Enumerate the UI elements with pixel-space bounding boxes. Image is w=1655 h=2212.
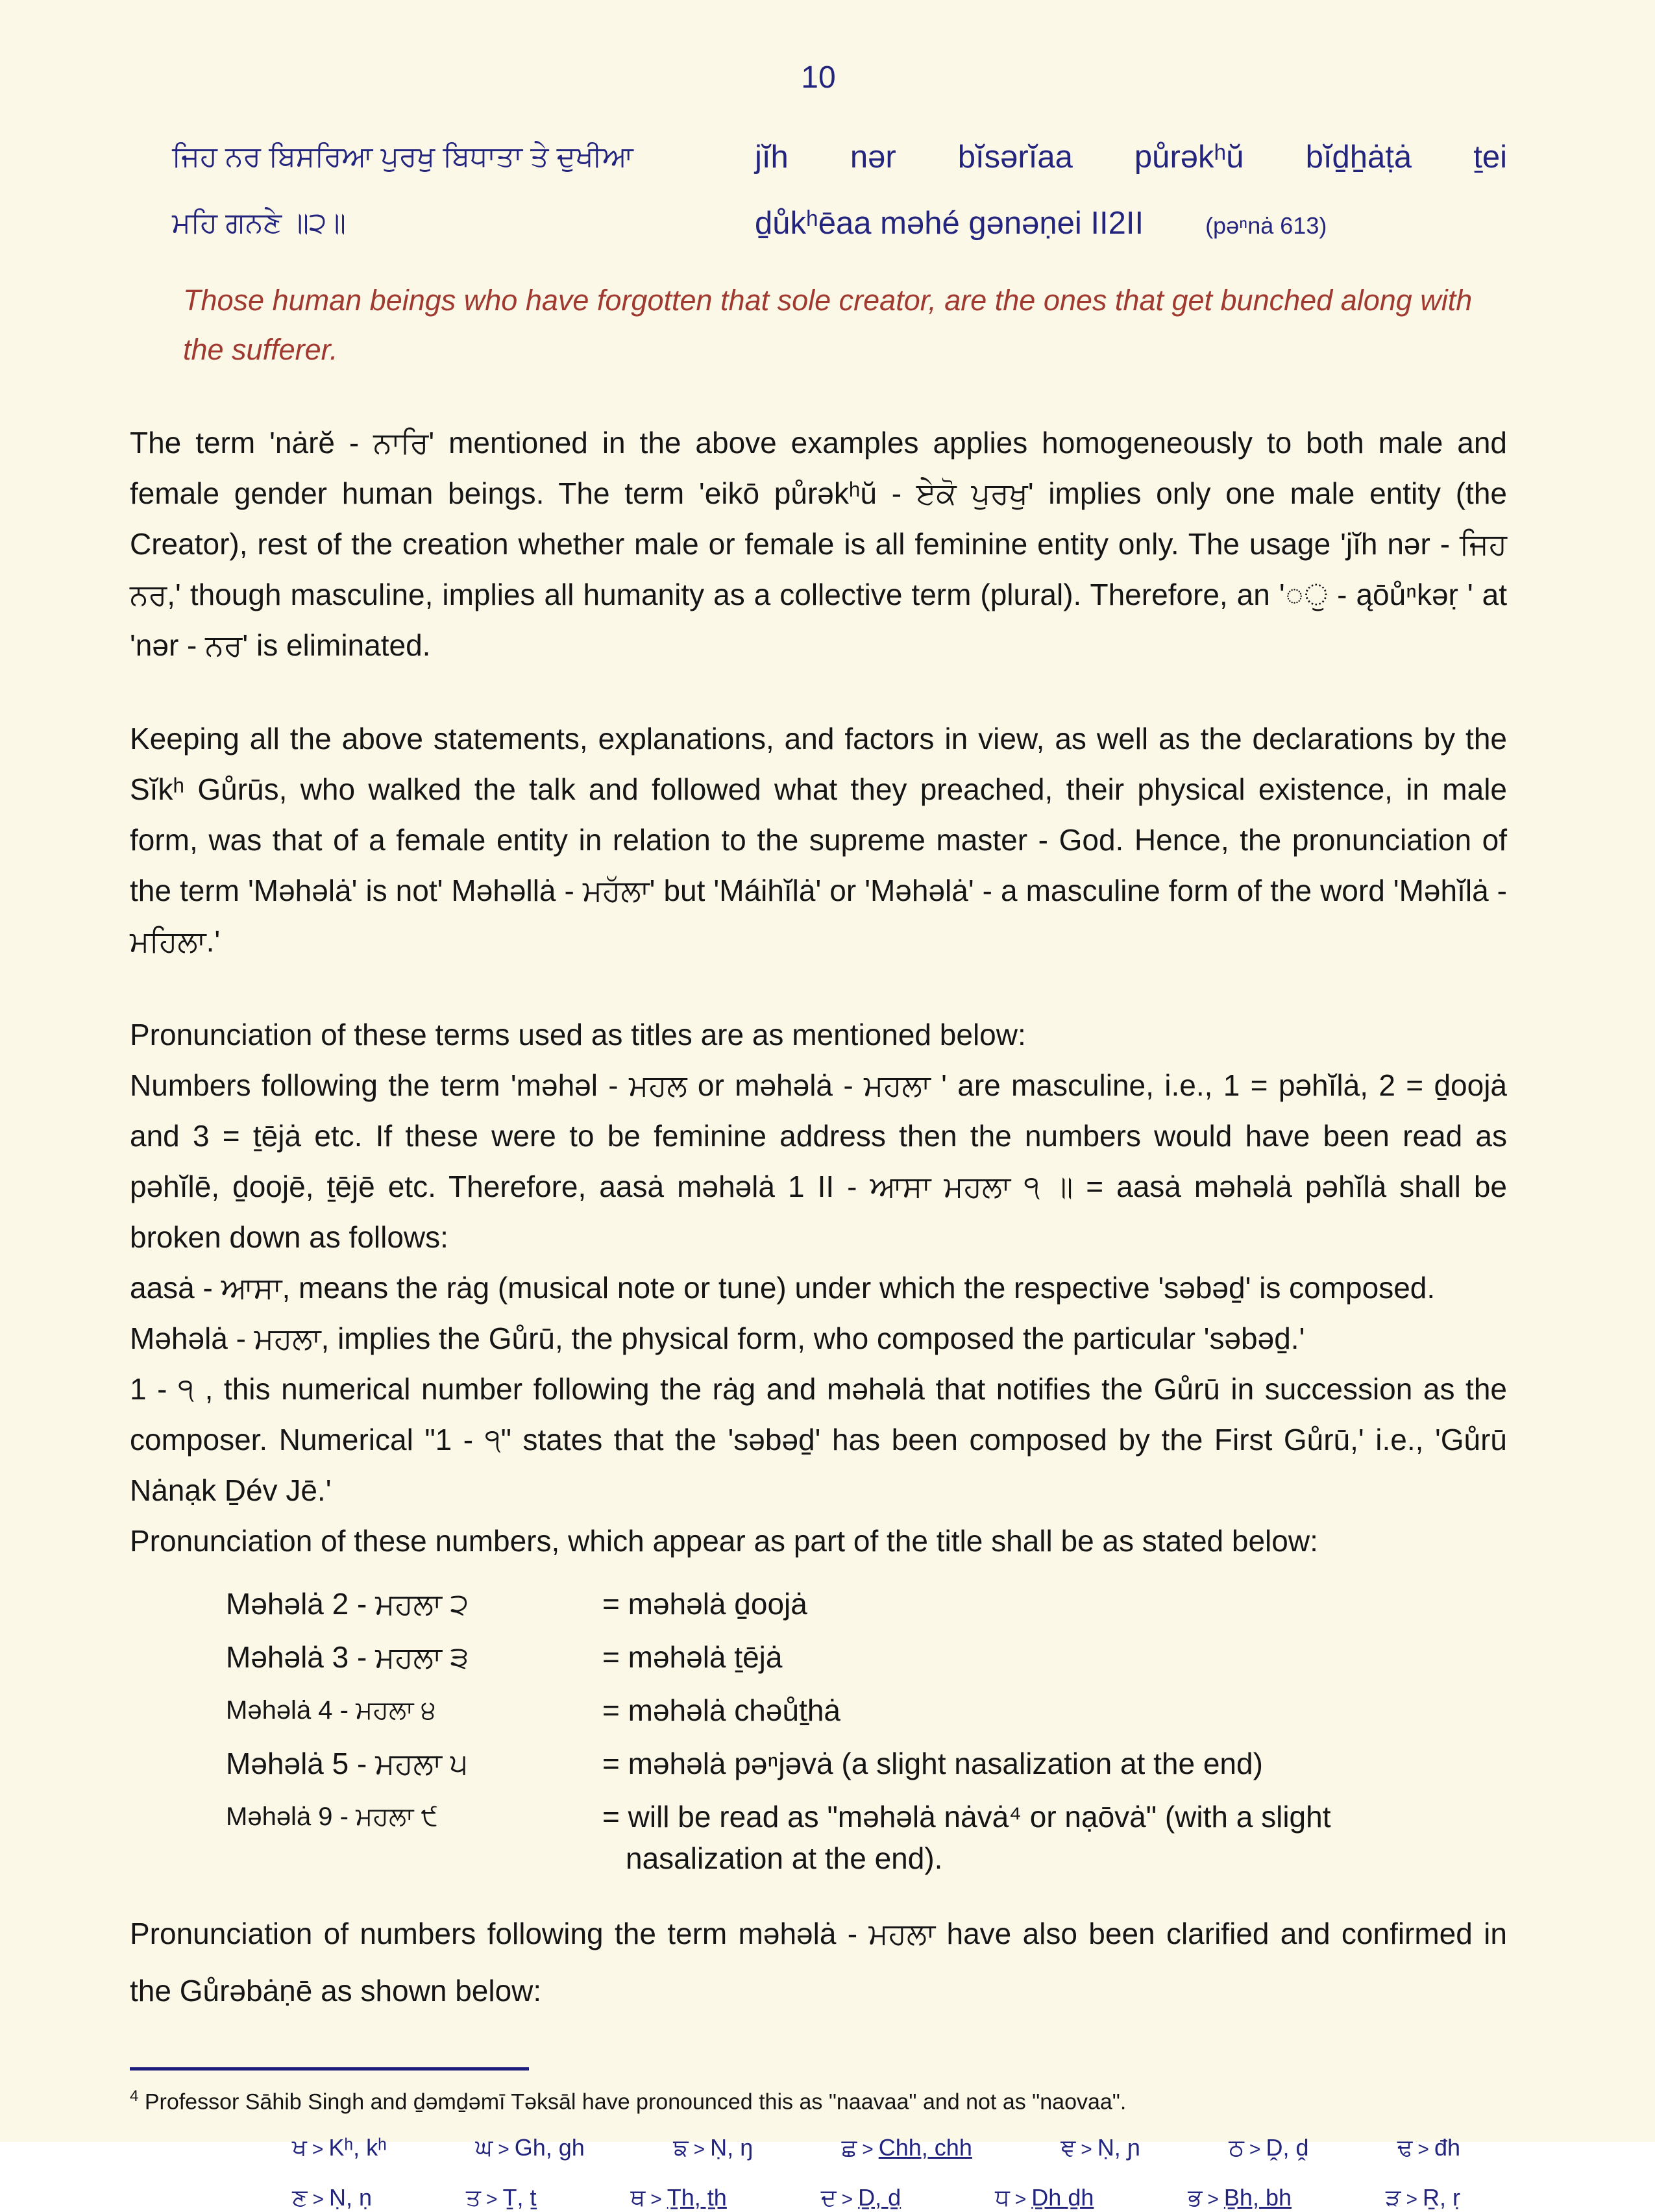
maps-to-symbol: > bbox=[1417, 2139, 1429, 2161]
letter-map-nya bbox=[1060, 2134, 1140, 2162]
letter-map-bha bbox=[1188, 2184, 1292, 2212]
list-item bbox=[130, 1636, 1507, 1678]
maps-to-symbol: > bbox=[1207, 2189, 1219, 2211]
footnote-marker: 4 bbox=[130, 2087, 139, 2105]
list-item bbox=[130, 1690, 1507, 1731]
gurmukhi-letter: ੜ bbox=[1385, 2184, 1401, 2211]
list-definition: = məhəlȧ d̠oojȧ bbox=[602, 1587, 807, 1621]
translit-line-2-wrap bbox=[755, 190, 1507, 259]
maps-to-symbol: > bbox=[693, 2139, 705, 2161]
gurmukhi-letter: ਙ bbox=[673, 2134, 689, 2161]
roman-value: Ṯ, ṯ bbox=[502, 2184, 537, 2211]
letter-row-2 bbox=[292, 2184, 1460, 2212]
roman-value: B̠h, bh bbox=[1223, 2184, 1292, 2211]
list-definition-line-2: nasalization at the end). bbox=[626, 1841, 943, 1875]
roman-value: Ṇ, ɲ bbox=[1097, 2134, 1140, 2161]
letter-map-da bbox=[821, 2184, 901, 2212]
gurmukhi-letter: ਥ bbox=[630, 2184, 646, 2211]
roman-value: Ṇ, ṇ bbox=[328, 2184, 372, 2211]
roman-value: Kʰ, kʰ bbox=[328, 2134, 387, 2161]
letter-map-rra bbox=[1386, 2184, 1460, 2212]
maps-to-symbol: > bbox=[1249, 2139, 1261, 2161]
panna-reference: (pəⁿnȧ 613) bbox=[1205, 212, 1327, 239]
pronunciation-aasa-line: aasȧ - ਆਸਾ, means the rȧg (musical note or tune) under which the respective 'səbəd̠' is composed. bbox=[130, 1271, 1436, 1305]
scripture-transliteration bbox=[737, 124, 1507, 259]
maps-to-symbol: > bbox=[312, 2139, 324, 2161]
gurmukhi-letter: ਘ bbox=[475, 2134, 493, 2161]
letter-map-ttha bbox=[1229, 2134, 1308, 2162]
pronunciation-mahala-line: Məhəlȧ - ਮਹਲਾ, implies the Gůrū, the physical form, who composed the particular 'səbəd̠.' bbox=[130, 1321, 1305, 1355]
letter-map-gha bbox=[475, 2134, 584, 2162]
translit-line-1: jĭh nər bĭsərĭaa půrəkʰŭ bĭd̠h̠ȧṭȧ ṯei bbox=[755, 140, 1507, 175]
maps-to-symbol: > bbox=[312, 2189, 324, 2211]
maps-to-symbol: > bbox=[1014, 2189, 1027, 2211]
roman-value: D̠h d̠h bbox=[1031, 2184, 1094, 2211]
roman-value: Gh, gh bbox=[514, 2134, 585, 2161]
roman-value: Ṇ, ŋ bbox=[710, 2134, 754, 2161]
gurmukhi-letter: ਣ bbox=[292, 2184, 308, 2211]
footnote bbox=[130, 2087, 1507, 2115]
maps-to-symbol: > bbox=[650, 2189, 662, 2211]
pronunciation-list bbox=[130, 1583, 1507, 1879]
gurmukhi-letter: ਠ bbox=[1229, 2134, 1244, 2161]
list-definition-line-1: = will be read as "məhəlȧ nȧvȧ⁴ or nạōvȧ" (with a slight bbox=[602, 1800, 1331, 1834]
english-translation: Those human beings who have forgotten that sole creator, are the ones that get bunched along with the sufferer. bbox=[183, 284, 1473, 366]
footnote-divider bbox=[130, 2067, 529, 2071]
letter-map-kha bbox=[292, 2134, 387, 2162]
gurmukhi-line-1: ਜਿਹ ਨਰ ਬਿਸਰਿਆ ਪੁਰਖੁ ਬਿਧਾਤਾ ਤੇ ਦੁਖੀਆ bbox=[172, 141, 633, 173]
pronunciation-one-line: 1 - ੧ , this numerical number following the rȧg and məhəlȧ that notifies the Gůrū in succession as the composer. Numerical "1 - ੧" states that the 'səbəd̠' has been composed by the First Gůrū,' i.e., 'Gůrū Nȧnạk D̠év Jē.' bbox=[130, 1372, 1507, 1507]
spacer bbox=[130, 670, 1507, 713]
list-term: Məhəlȧ 4 - ਮਹਲਾ ੪ bbox=[226, 1696, 436, 1725]
letter-row-1 bbox=[292, 2134, 1460, 2162]
gurmukhi-letter: ਭ bbox=[1188, 2184, 1203, 2211]
maps-to-symbol: > bbox=[485, 2189, 498, 2211]
letter-map-chha bbox=[842, 2134, 972, 2162]
letter-map-ddha bbox=[1397, 2134, 1460, 2162]
list-definition: = məhəlȧ ṯējȧ bbox=[602, 1640, 783, 1674]
gurmukhi-letter: ਦ bbox=[820, 2184, 837, 2211]
pronunciation-outro: Pronunciation of these numbers, which appear as part of the title shall be as stated below: bbox=[130, 1524, 1318, 1558]
gurmukhi-letter: ਖ bbox=[292, 2134, 307, 2161]
list-definition: = məhəlȧ chəůt̠hȧ bbox=[602, 1693, 840, 1727]
spacer bbox=[130, 966, 1507, 1009]
list-term: Məhəlȧ 3 - ਮਹਲਾ ੩ bbox=[226, 1640, 469, 1674]
page-number: 10 bbox=[801, 60, 836, 95]
maps-to-symbol: > bbox=[1081, 2139, 1092, 2161]
maps-to-symbol: > bbox=[841, 2189, 853, 2211]
list-definition: = məhəlȧ pəⁿjəvȧ (a slight nasalization at the end) bbox=[602, 1747, 1263, 1780]
letter-map-nna bbox=[292, 2184, 372, 2212]
roman-value: đh bbox=[1434, 2134, 1460, 2161]
footnote-body: Professor Sāhib Singh and d̠əmd̠əmī Təksāl have pronounced this as "naavaa" and not as "naovaa". bbox=[144, 2089, 1127, 2115]
letter-transliteration-table bbox=[292, 2134, 1460, 2212]
list-term: Məhəlȧ 2 - ਮਹਲਾ ੨ bbox=[226, 1587, 469, 1621]
list-term: Məhəlȧ 9 - ਮਹਲਾ ੯ bbox=[226, 1802, 438, 1831]
gurmukhi-letter: ਞ bbox=[1060, 2134, 1076, 2161]
roman-value: D̠, d̠ bbox=[858, 2184, 901, 2211]
closing-paragraph: Pronunciation of numbers following the term məhəlȧ - ਮਹਲਾ have also been clarified and confirmed in the Gůrəbȧṇē as shown below: bbox=[130, 1917, 1507, 2008]
roman-value: Ṟ, ṛ bbox=[1422, 2184, 1460, 2211]
scripture-block bbox=[172, 124, 1507, 259]
list-item bbox=[130, 1743, 1507, 1784]
letter-map-nga bbox=[673, 2134, 753, 2162]
list-term: Məhəlȧ 5 - ਮਹਲਾ ੫ bbox=[226, 1747, 468, 1780]
letter-map-ta bbox=[466, 2184, 537, 2212]
roman-value: T̠h, t̠h bbox=[667, 2184, 727, 2211]
roman-value: Chh, chh bbox=[878, 2134, 972, 2161]
spacer bbox=[130, 375, 1507, 417]
letter-map-dha bbox=[995, 2184, 1094, 2212]
list-definition bbox=[602, 1796, 1507, 1879]
list-item bbox=[130, 1583, 1507, 1625]
gurmukhi-letter: ਧ bbox=[995, 2184, 1010, 2211]
paragraph-nare: The term 'nȧrĕ - ਨਾਰਿ' mentioned in the above examples applies homogeneously to both male and female gender human beings. The term 'eikō půrəkʰŭ - ਏਕੋ ਪੁਰਖੁ' implies only one male entity (the Creator), rest of the creation whether male or female is all feminine entity only. The usage 'jĭh nər - ਜਿਹ ਨਰ,' though masculine, implies all humanity as a collective term (plural). Therefore, an '◌ੁ - ąōůⁿkəṛ ' at 'nər - ਨਰ' is eliminated. bbox=[130, 426, 1507, 662]
roman-value: Ḓ, ḓ bbox=[1266, 2134, 1309, 2161]
maps-to-symbol: > bbox=[862, 2139, 874, 2161]
pronunciation-numbers-line: Numbers following the term 'məhəl - ਮਹਲ or məhəlȧ - ਮਹਲਾ ' are masculine, i.e., 1 = pəhĭlȧ, 2 = d̠oojȧ and 3 = ṯējȧ etc. If these were to be feminine address then the numbers would have been read as pəhĭlē, d̠oojē, ṯējē etc. Therefore, aasȧ məhəlȧ 1 II - ਆਸਾ ਮਹਲਾ ੧ ॥ = aasȧ məhəlȧ pəhĭlȧ shall be broken down as follows: bbox=[130, 1068, 1507, 1254]
paragraph-keeping: Keeping all the above statements, explanations, and factors in view, as well as the declarations by the Sĭkʰ Gůrūs, who walked the talk and followed what they preached, their physical existence, in male form, was that of a female entity in relation to the supreme master - God. Hence, the pronunciation of the term 'Məhəlȧ' is not' Məhəllȧ - ਮਹੱਲਾ' but 'Máihĭlȧ' or 'Məhəlȧ' - a masculine form of the word 'Məhĭlȧ - ਮਹਿਲਾ.' bbox=[130, 722, 1507, 958]
maps-to-symbol: > bbox=[498, 2139, 509, 2161]
gurmukhi-letter: ਤ bbox=[465, 2184, 481, 2211]
gurmukhi-letter: ਛ bbox=[841, 2134, 857, 2161]
translit-line-2: d̠ůkʰēaa məhé gənəṇei II2II bbox=[755, 206, 1144, 241]
list-item bbox=[130, 1796, 1507, 1879]
pronunciation-intro: Pronunciation of these terms used as titles are as mentioned below: bbox=[130, 1018, 1026, 1051]
gurmukhi-letter: ਢ bbox=[1397, 2134, 1413, 2161]
scripture-gurmukhi bbox=[172, 124, 737, 259]
letter-map-tha bbox=[630, 2184, 726, 2212]
gurmukhi-line-2: ਮਹਿ ਗਨਣੇ ॥੨॥ bbox=[172, 207, 347, 239]
maps-to-symbol: > bbox=[1406, 2189, 1417, 2211]
